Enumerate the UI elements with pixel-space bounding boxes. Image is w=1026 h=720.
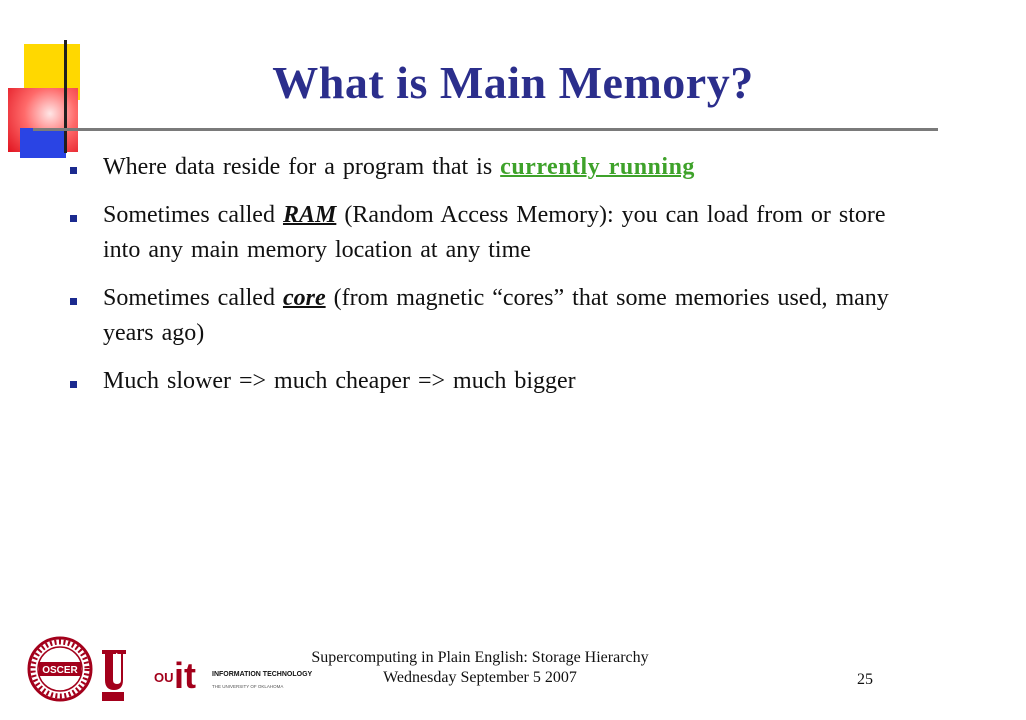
title-divider-line xyxy=(33,128,938,131)
bullet-marker xyxy=(70,215,77,222)
emphasis-core: core xyxy=(282,285,326,311)
bullet-text: Sometimes called xyxy=(103,202,283,228)
slide-title: What is Main Memory? xyxy=(272,57,754,108)
bullet-marker xyxy=(70,298,77,305)
bullet-item xyxy=(70,281,900,351)
it-caption: INFORMATION TECHNOLOGY xyxy=(212,671,313,678)
logo-strip xyxy=(20,636,313,706)
oscer-seal-logo xyxy=(29,638,91,700)
bullet-item xyxy=(70,150,900,185)
highlight-currently-running: currently running xyxy=(500,154,695,180)
logos-svg xyxy=(20,636,313,706)
bullet-text: Much slower => much cheaper => much bigger xyxy=(103,368,576,394)
bullet-marker xyxy=(70,167,77,174)
page-number: 25 xyxy=(857,671,873,688)
bullet-text-cont: (Random Access Memory): you can load from or store into any main memory location at any time xyxy=(103,202,886,263)
footer-line-1: Supercomputing in Plain English: Storage Hierarchy xyxy=(311,649,649,666)
it-mark: it xyxy=(174,655,196,696)
ou-small-mark: OU xyxy=(154,670,174,685)
slide-footer xyxy=(270,648,690,688)
bullet-text: Where data reside for a program that is xyxy=(103,154,501,180)
bullet-list xyxy=(70,150,900,412)
bullet-text: Sometimes called xyxy=(103,285,283,311)
oscer-logo-text: OSCER xyxy=(42,665,78,676)
bullet-text-cont: (from magnetic “cores” that some memories used, many years ago) xyxy=(103,285,889,346)
bullet-item xyxy=(70,364,900,399)
footer-line-2: Wednesday September 5 2007 xyxy=(383,669,577,686)
it-subcaption: THE UNIVERSITY OF OKLAHOMA xyxy=(212,684,284,689)
bullet-item xyxy=(70,198,900,268)
decorative-blue-square xyxy=(20,128,66,158)
ou-logo xyxy=(98,649,126,701)
emphasis-ram: RAM xyxy=(282,202,337,228)
bullet-marker xyxy=(70,381,77,388)
